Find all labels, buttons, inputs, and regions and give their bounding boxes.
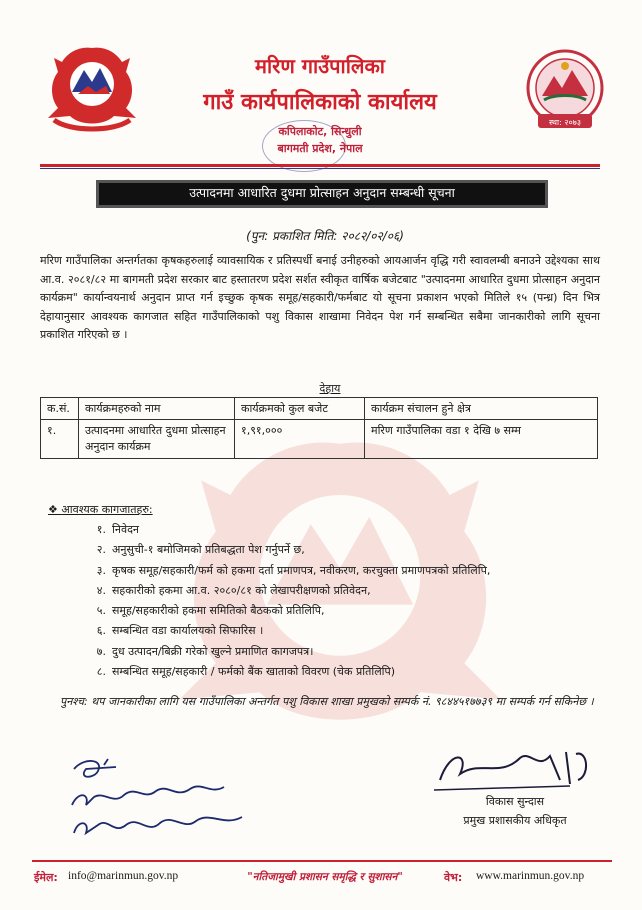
table-row [41,420,598,459]
table-header-row [41,398,598,420]
notice-body [40,252,600,345]
address-line1: कपिलाकोट, सिन्धुली [278,125,362,138]
requirements-title: ❖ आवश्यक कागजातहरु: [48,503,153,516]
col-header-sn: क.सं. [41,398,79,420]
office-title-line2: गाउँ कार्यपालिकाको कार्यालय [203,90,437,115]
program-table [40,397,598,459]
list-item: ७. दुध उत्पादन/बिक्री गरेको खुल्ने प्रमाणित कागजपत्र। [96,644,314,658]
handwritten-signature-left [64,755,274,845]
cell-budget: १,९१,००० [235,420,365,459]
col-header-program: कार्यक्रमहरुको नाम [79,398,235,420]
footer-email-label: ईमेल: [34,871,58,884]
footer-slogan: "नतिजामुखी प्रशासन समृद्धि र सुशासन" [247,871,403,883]
cell-area: मरिण गाउँपालिका वडा १ देखि ७ सम्म [365,420,598,459]
handwritten-signature-right [420,740,600,800]
logo-est-text: स्था: २०७३ [548,118,582,127]
col-header-budget: कार्यक्रमको कुल बजेट [235,398,365,420]
footer-divider [32,860,612,862]
list-item: २. अनुसुची-१ बमोजिमको प्रतिबद्धता पेश गर्नुपर्ने छ, [96,543,305,557]
header-divider-red [40,164,600,167]
office-title-line1: मरिण गाउँपालिका [255,54,385,78]
col-header-area: कार्यक्रम संचालन हुने क्षेत्र [365,398,598,420]
footer-web-label: वेभ: [444,871,463,884]
list-item: १. निवेदन [96,523,140,536]
signatory-name: विकास सुन्दास [485,795,545,808]
contact-note: पुनश्च: थप जानकारीका लागि यस गाउँपालिका अन्तर्गत पशु विकास शाखा प्रमुखको सम्पर्क नं. ९८४४५१७७३९ मा सम्पर्क गर्न सकिनेछ । [60,695,594,708]
address-line2: बागमती प्रदेश, नेपाल [277,142,363,155]
header-divider-blue [40,168,600,169]
notice-title: उत्पादनमा आधारित दुधमा प्रोत्साहन अनुदान सम्बन्धी सूचना [189,185,455,200]
municipality-logo-icon [524,48,606,134]
cell-program: उत्पादनमा आधारित दुधमा प्रोत्साहन अनुदान कार्यक्रम [79,420,235,459]
list-item: ३. कृषक समूह/सहकारी/फर्म को हकमा दर्ता प्रमाणपत्र, नवीकरण, करचुक्ता प्रमाणपत्रको प्रतिलिपि, [96,563,491,577]
republished-date: (पुन: प्रकाशित मिति: २०८२/०२/०६) [246,229,404,243]
requirements-list [80,520,600,682]
list-item: ४. सहकारीको हकमा आ.व. २०८०/८१ को लेखापरीक्षणको प्रतिवेदन, [96,583,371,597]
table-caption: देहाय [319,382,341,395]
cell-sn: १. [41,420,79,459]
requirements-title-text: आवश्यक कागजातहरु: [61,503,153,516]
list-item: ५. समूह/सहकारीको हकमा समितिको बैठकको प्रतिलिपि, [96,604,325,618]
signatory-post: प्रमुख प्रशासकीय अधिकृत [463,814,567,827]
footer-website[interactable]: www.marinmun.gov.np [476,870,585,882]
list-item: ८. सम्बन्धित समूह/सहकारी / फर्मको बैंक खाताको विवरण (चेक प्रतिलिपि) [96,665,396,679]
list-item: ६. सम्बन्धित वडा कार्यालयको सिफारिस । [96,624,264,638]
footer-email[interactable]: info@marinmun.gov.np [68,870,179,882]
notice-body-text: मरिण गाउँपालिका अन्तर्गतका कृषकहरुलाई व्यावसायिक र प्रतिस्पर्धी बनाई उनीहरुको आयआर्जन वृद्धि गरी स्वावलम्बी बनाउने उद्देश्यका साथ आ.व. २०८१/८२ मा बागमती प्रदेश सरकार बाट हस्तातरण प्रदेश सर्शत स्वीकृत वार्षिक बजेटबाट "उत्पादनमा आधारित दुधमा प्रोत्साहन अनुदान कार्यक्रम" कार्यान्वयनार्थ अनुदान प्राप्त गर्न इच्छुक कृषक समूह/सहकारी/फर्मबाट यो सूचना प्रकाशन भएको मितिले १५ (पन्ध्र) दिन भित्र देहायानुसार आवश्यक कागजात सहित गाउँपालिकाको पशु विकास शाखामा निवेदन पेश गर्न सम्बन्धित सबैमा जानकारीको लागि सूचना प्रकाशित गरिएको छ । [40,254,600,341]
nepal-emblem-icon [40,42,144,134]
